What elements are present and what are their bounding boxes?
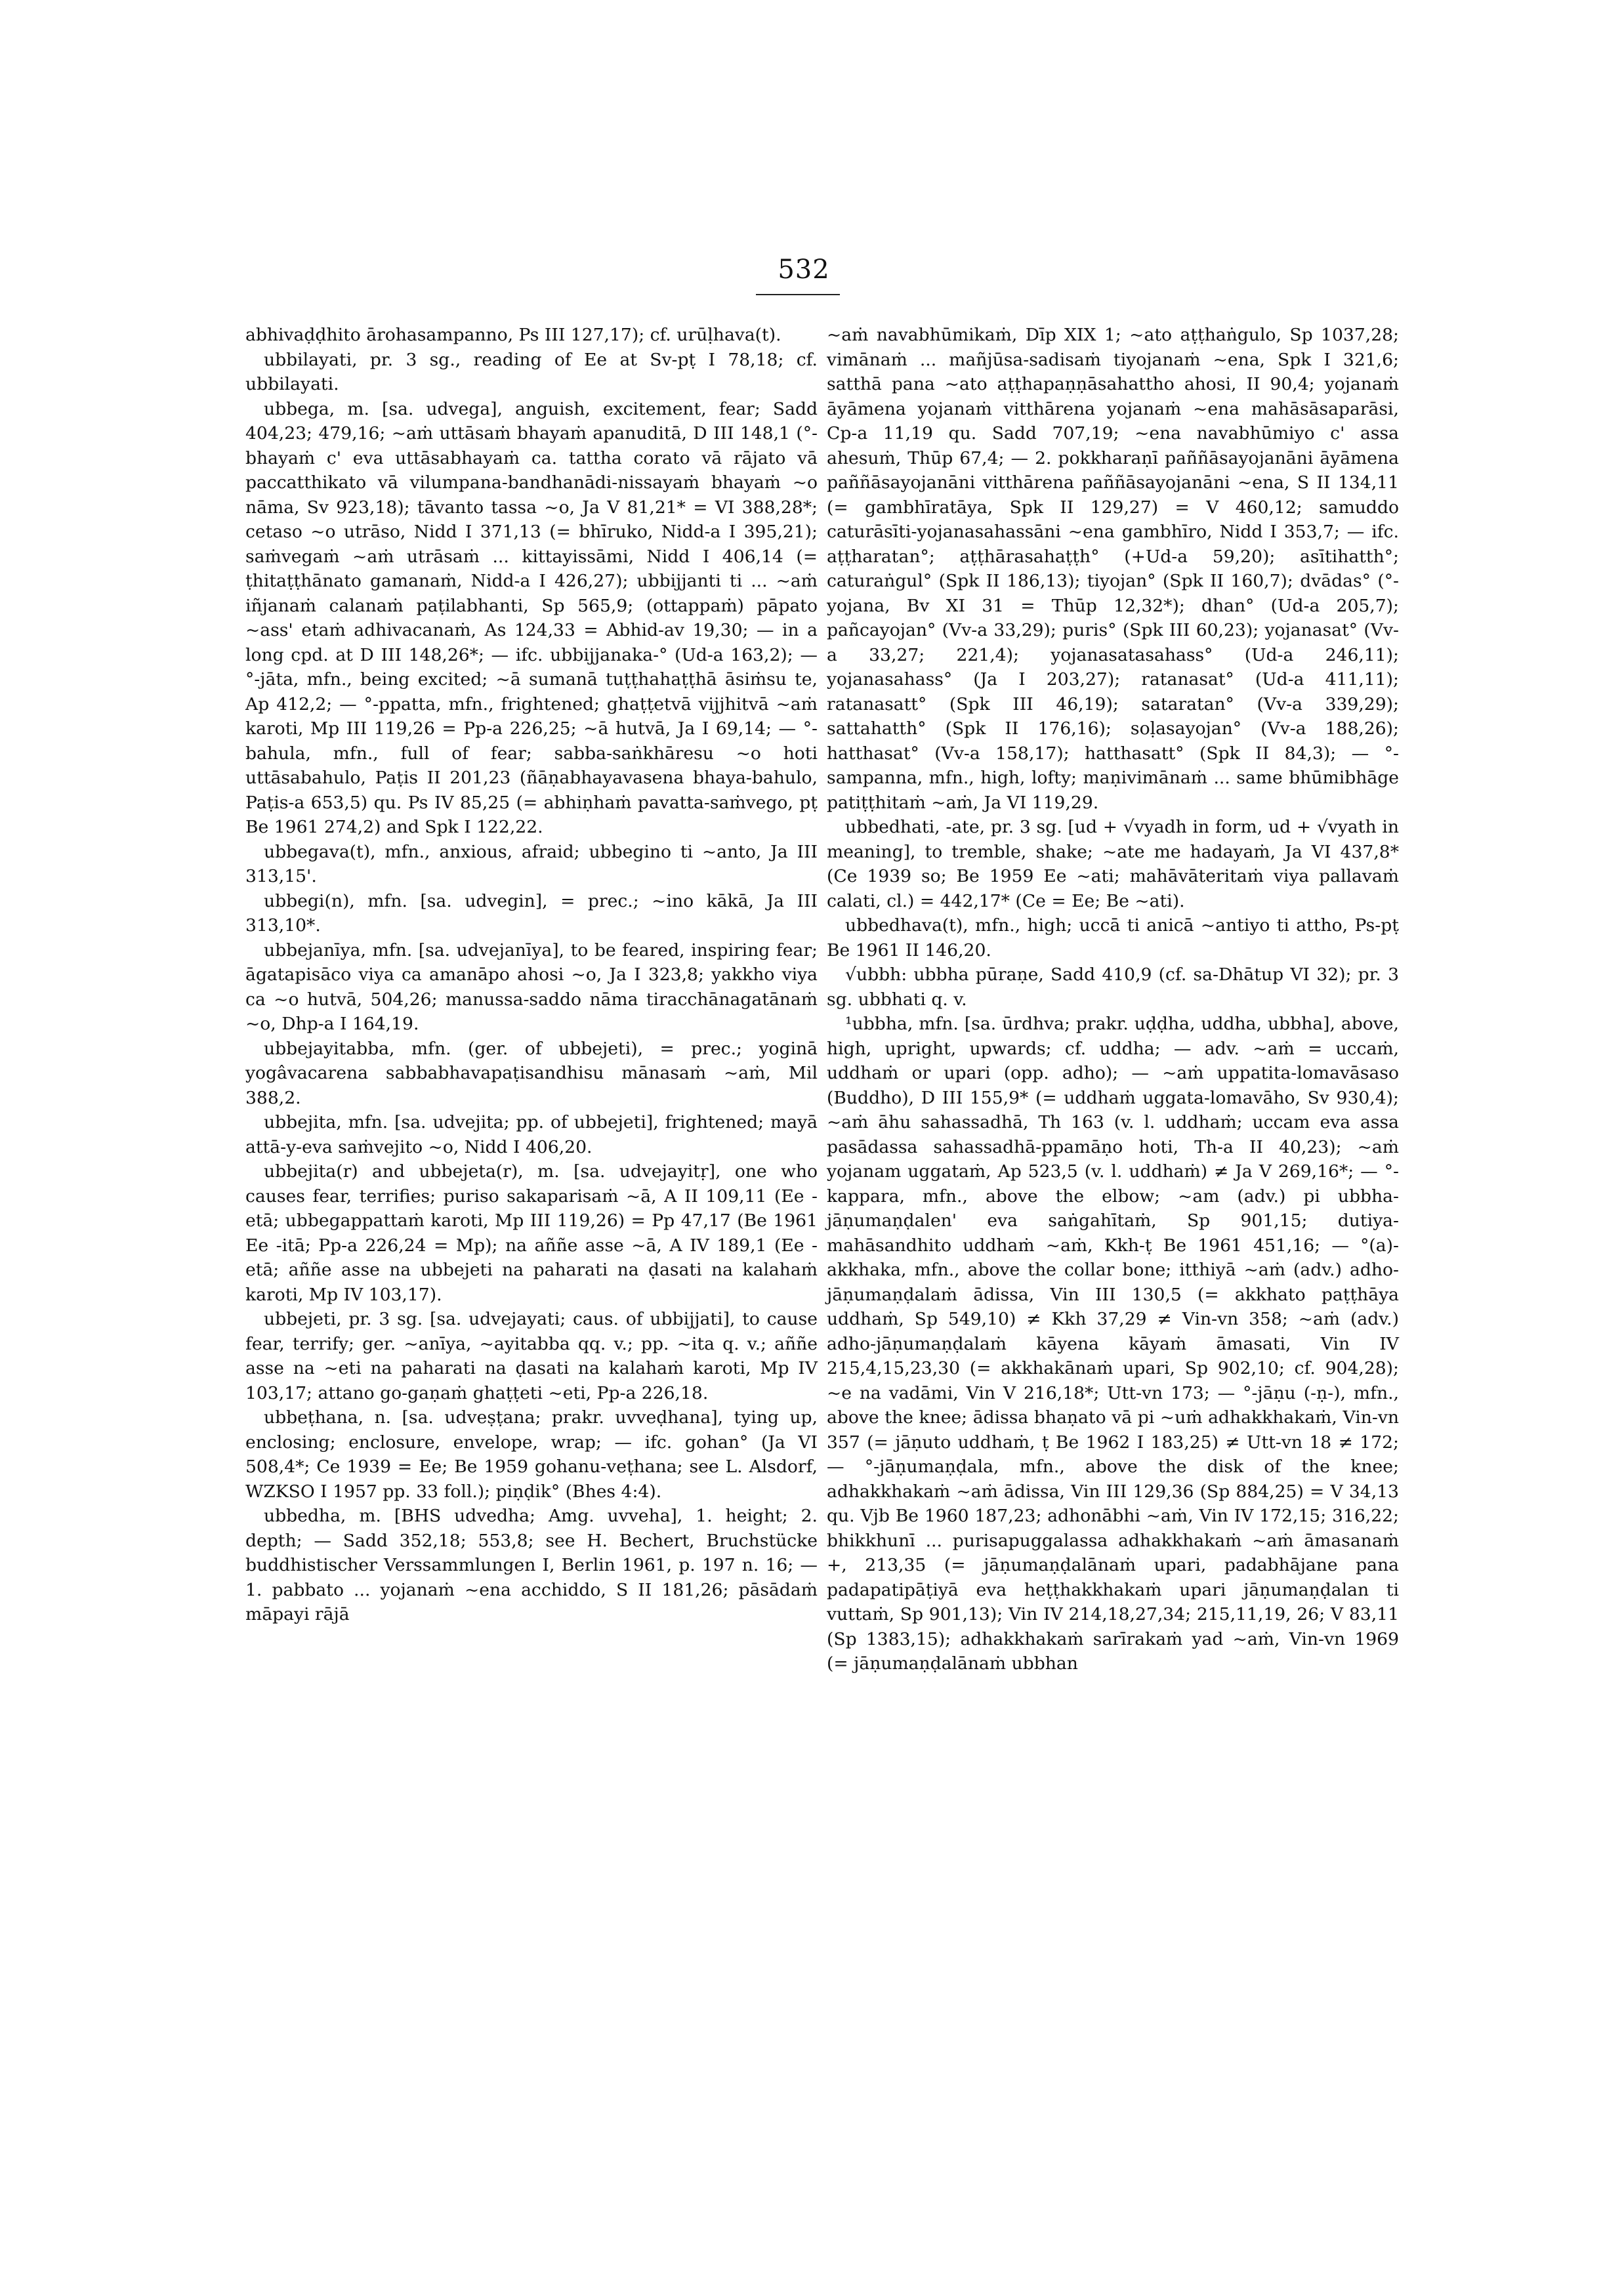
dictionary-entry: abhivaḍḍhito ārohasampanno, Ps III 127,17); cf. urūḷhava(t). xyxy=(245,325,781,345)
dictionary-entry: ubbedha, m. [BHS udvedha; Amg. uvveha], 1. height; 2. depth; — Sadd 352,18; 553,8; see H. Bechert, Bruchstücke buddhistischer Verssammlungen I, Berlin 1961, p. 197 n. 16; — 1. pabbato ... yojanaṁ ~ena acchiddo, S II 181,26; pāsādaṁ māpayi rājā xyxy=(245,1506,818,1624)
dictionary-entry: ubbejanīya, mfn. [sa. udvejanīya], to be feared, inspiring fear; āgatapisāco viya ca amanāpo ahosi ~o, Ja I 323,8; yakkho viya ca ~o hutvā, 504,26; manussa-saddo nāma tiracchānagatānaṁ ~o, Dhp-a I 164,19. xyxy=(245,940,818,1034)
dictionary-entry: ubbegi(n), mfn. [sa. udvegin], = prec.; ~ino kākā, Ja III 313,10*. xyxy=(245,890,818,936)
dictionary-entry: ~aṁ navabhūmikaṁ, Dīp XIX 1; ~ato aṭṭhaṅgulo, Sp 1037,28; vimānaṁ ... mañjūsa-sadisaṁ tiyojanaṁ ~ena, Spk I 321,6; satthā pana ~ato aṭṭhapaṇṇāsahattho ahosi, II 90,4; yojanaṁ āyāmena yojanaṁ vitthārena yojanaṁ ~ena mahāsāsaparāsi, Cp-a 11,19 qu. Sadd 707,19; ~ena navabhūmiyo c' assa ahesuṁ, Thūp 67,4; — 2. pokkharaṇī paññāsayojanāni āyāmena paññāsayojanāni vitthārena paññāsayojanāni ~ena, S II 134,11 (= gambhīratāya, Spk II 129,27) = V 460,12; samuddo caturāsīti-yojanasahassāni ~ena gambhīro, Nidd I 353,7; — ifc. aṭṭharatan°; aṭṭhārasahaṭṭh° (+Ud-a 59,20); asītihatth°; caturaṅgul° (Spk II 186,13); tiyojan° (Spk II 160,7); dvādas° (°-yojana, Bv XI 31 = Thūp 12,32*); dhan° (Ud-a 205,7); pañcayojan° (Vv-a 33,29); puris° (Spk III 60,23); yojanasat° (Vv-a 33,27; 221,4); yojanasatasahass° (Ud-a 246,11); yojanasahass° (Ja I 203,27); ratanasat° (Ud-a 411,11); ratanasatt° (Spk III 46,19); sataratan° (Vv-a 339,29); sattahatth° (Spk II 176,16); soḷasayojan° (Vv-a 188,26); hatthasat° (Vv-a 158,17); hatthasatt° (Spk II 84,3); — °-sampanna, mfn., high, lofty; maṇivimānaṁ ... same bhūmibhāge patiṭṭhitaṁ ~aṁ, Ja VI 119,29. xyxy=(827,325,1399,813)
dictionary-entry: ubbeṭhana, n. [sa. udveṣṭana; prakr. uvveḍhana], tying up, enclosing; enclosure, envelope, wrap; — ifc. gohan° (Ja VI 508,4*; Ce 1939 = Ee; Be 1959 gohanu-veṭhana; see L. Alsdorf, WZKSO I 1957 pp. 33 foll.); piṇḍik° (Bhes 4:4). xyxy=(245,1407,818,1502)
dictionary-entry: ¹ubbha, mfn. [sa. ūrdhva; prakr. uḍḍha, uddha, ubbha], above, high, upright, upwards; cf. uddha; — adv. ~aṁ = uccaṁ, uddhaṁ or upari (opp. adho); — ~aṁ uppatita-lomavāsaso (Buddho), D III 155,9* (= uddhaṁ uggata-lomavāho, Sv 930,4); ~aṁ āhu sahassadhā, Th 163 (v. l. uddhaṁ; uccam eva assa pasādassa sahassadhā-ppamāṇo hoti, Th-a II 40,23); ~aṁ yojanam uggataṁ, Ap 523,5 (v. l. uddhaṁ) ≠ Ja V 269,16*; — °-kappara, mfn., above the elbow; ~am (adv.) pi ubbha-jāṇumaṇḍalen' eva saṅgahītaṁ, Sp 901,15; dutiya-mahāsandhito uddhaṁ ~aṁ, Kkh-ṭ Be 1961 451,16; — °(a)-akkhaka, mfn., above the collar bone; itthiyā ~aṁ (adv.) adho-jāṇumaṇḍalaṁ ādissa, Vin III 130,5 (= akkhato paṭṭhāya uddhaṁ, Sp 549,10) ≠ Kkh 37,29 ≠ Vin-vn 358; ~aṁ (adv.) adho-jāṇumaṇḍalaṁ kāyena kāyaṁ āmasati, Vin IV 215,4,15,23,30 (= akkhakānaṁ upari, Sp 902,10; cf. 904,28); ~e na vadāmi, Vin V 216,18*; Utt-vn 173; — °-jāṇu (-ṇ-), mfn., above the knee; ādissa bhaṇato vā pi ~uṁ adhakkhakaṁ, Vin-vn 357 (= jāṇuto uddhaṁ, ṭ Be 1962 I 183,25) ≠ Utt-vn 18 ≠ 172; — °-jāṇumaṇḍala, mfn., above the disk of the knee; adhakkhakaṁ ~aṁ ādissa, Vin III 129,36 (Sp 884,25) = V 34,13 qu. Vjb Be 1960 187,23; adhonābhi ~aṁ, Vin IV 172,15; 316,22; bhikkhunī ... purisapuggalassa adhakkhakaṁ ~aṁ āmasanaṁ +, 213,35 (= jāṇumaṇḍalānaṁ upari, padabhājane pana padapatipāṭiyā eva heṭṭhakkhakaṁ upari jāṇumaṇḍalan ti vuttaṁ, Sp 901,13); Vin IV 214,18,27,34; 215,11,19, 26; V 83,11 (Sp 1383,15); adhakkhakaṁ sarīrakaṁ yad ~aṁ, Vin-vn 1969 (= jāṇumaṇḍalānaṁ ubbhan xyxy=(827,1014,1399,1674)
dictionary-entry: ubbejayitabba, mfn. (ger. of ubbejeti), = prec.; yoginā yogâvacarena sabbabhavapaṭisandhisu mānasaṁ ~aṁ, Mil 388,2. xyxy=(245,1038,818,1108)
header-rule xyxy=(756,294,840,295)
dictionary-entry: ubbedhava(t), mfn., high; uccā ti anicā ~antiyo ti attho, Ps-pṭ Be 1961 II 146,20. xyxy=(827,915,1399,961)
dictionary-entry: ubbegava(t), mfn., anxious, afraid; ubbegino ti ~anto, Ja III 313,15'. xyxy=(245,841,818,886)
page-number: 532 xyxy=(778,255,830,285)
dictionary-entry: ubbejita(r) and ubbejeta(r), m. [sa. udvejayitṛ], one who causes fear, terrifies; puriso sakaparisaṁ ~ā, A II 109,11 (Ee -etā; ubbegappattaṁ karoti, Mp III 119,26) = Pp 47,17 (Be 1961 Ee -itā; Pp-a 226,24 = Mp); na aññe asse ~ā, A IV 189,1 (Ee -etā; aññe asse na ubbejeti na paharati na ḍasati na kalahaṁ karoti, Mp IV 103,17). xyxy=(245,1161,818,1305)
right-column xyxy=(827,323,1399,1676)
dictionary-entry: ubbilayati, pr. 3 sg., reading of Ee at Sv-pṭ I 78,18; cf. ubbilayati. xyxy=(245,349,818,394)
dictionary-entry: ubbega, m. [sa. udvega], anguish, excitement, fear; Sadd 404,23; 479,16; ~aṁ uttāsaṁ bhayaṁ apanuditā, D III 148,1 (°-bhayaṁ c' eva uttāsabhayaṁ ca. tattha corato vā rājato vā paccatthikato vā vilumpana-bandhanādi-nissayaṁ bhayaṁ ~o nāma, Sv 923,18); tāvanto tassa ~o, Ja V 81,21* = VI 388,28*; cetaso ~o utrāso, Nidd I 371,13 (= bhīruko, Nidd-a I 395,21); saṁvegaṁ ~aṁ utrāsaṁ ... kittayissāmi, Nidd I 406,14 (= ṭhitaṭṭhānato gamanaṁ, Nidd-a I 426,27); ubbijjanti ti ... ~aṁ iñjanaṁ calanaṁ paṭilabhanti, Sp 565,9; (ottappaṁ) pāpato ~ass' etaṁ adhivacanaṁ, As 124,33 = Abhid-av 19,30; — in a long cpd. at D III 148,26*; — ifc. ubbijjanaka-° (Ud-a 163,2); — °-jāta, mfn., being excited; ~ā sumanā tuṭṭhahaṭṭhā āsiṁsu te, Ap 412,2; — °-ppatta, mfn., frightened; ghaṭṭetvā vijjhitvā ~aṁ karoti, Mp III 119,26 = Pp-a 226,25; ~ā hutvā, Ja I 69,14; — °-bahula, mfn., full of fear; sabba-saṅkhāresu ~o hoti uttāsabahulo, Paṭis II 201,23 (ñāṇabhayavasena bhaya-bahulo, Paṭis-a 653,5) qu. Ps IV 85,25 (= abhiṇhaṁ pavatta-saṁvego, pṭ Be 1961 274,2) and Spk I 122,22. xyxy=(245,398,818,837)
dictionary-entry: ubbejeti, pr. 3 sg. [sa. udvejayati; caus. of ubbijjati], to cause fear, terrify; ger. ~anīya, ~ayitabba qq. v.; pp. ~ita q. v.; aññe asse na ~eti na paharati na ḍasati na kalahaṁ karoti, Mp IV 103,17; attano go-gaṇaṁ ghaṭṭeti ~eti, Pp-a 226,18. xyxy=(245,1309,818,1403)
left-column xyxy=(245,323,818,1627)
dictionary-entry: ubbejita, mfn. [sa. udvejita; pp. of ubbejeti], frightened; mayā attā-y-eva saṁvejito ~o, Nidd I 406,20. xyxy=(245,1112,818,1157)
dictionary-entry: ubbedhati, -ate, pr. 3 sg. [ud + √vyadh in form, ud + √vyath in meaning], to tremble, shake; ~ate me hadayaṁ, Ja VI 437,8* (Ce 1939 so; Be 1959 Ee ~ati; mahāvāteritaṁ viya pallavaṁ calati, cl.) = 442,17* (Ce = Ee; Be ~ati). xyxy=(827,817,1399,911)
dictionary-entry: √ubbh: ubbha pūraṇe, Sadd 410,9 (cf. sa-Dhātup VI 32); pr. 3 sg. ubbhati q. v. xyxy=(827,964,1399,1010)
